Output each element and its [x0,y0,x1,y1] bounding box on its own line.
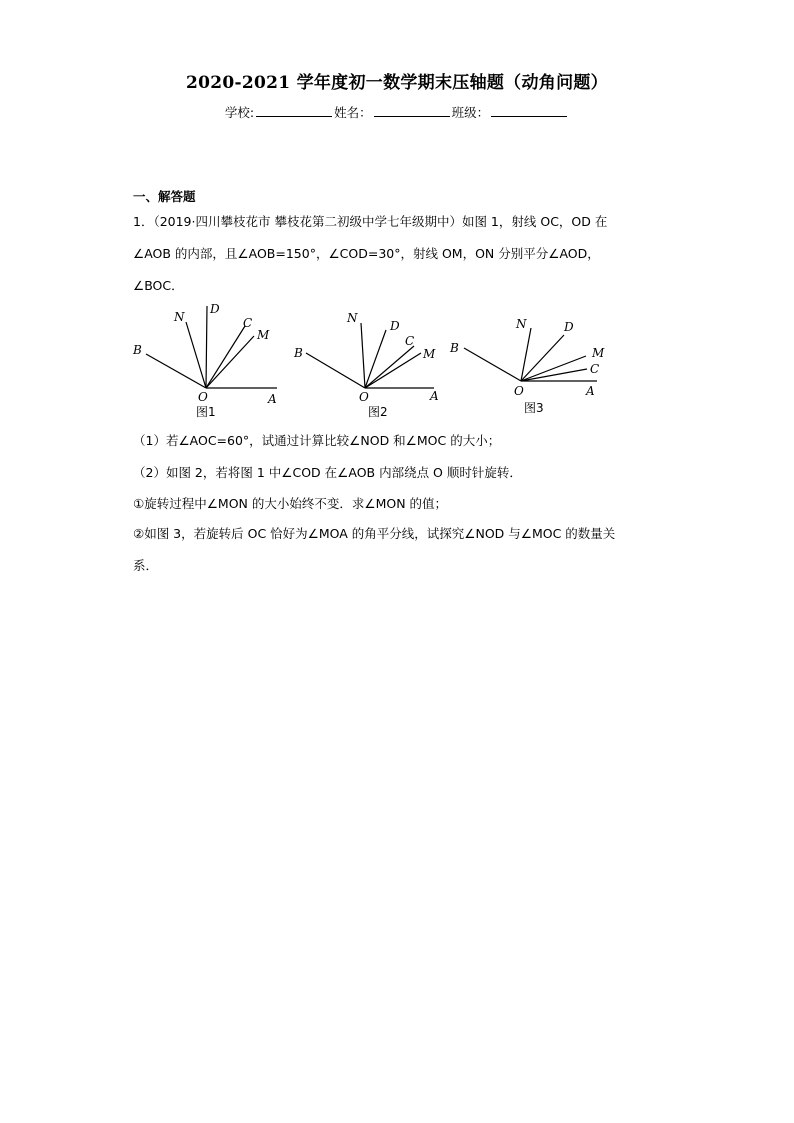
figure-caption: 图1 [196,405,216,419]
question-line-1: 1．（2019·四川攀枝花市 攀枝花第二初级中学七年级期中）如图 1，射线 OC，OD 在 [133,214,608,229]
question-part-1: （1）若∠AOC=60°，试通过计算比较∠NOD 和∠MOC 的大小； [133,433,501,448]
question-part-2: （2）如图 2，若将图 1 中∠COD 在∠AOB 内部绕点 O 顺时针旋转． [133,465,522,480]
figures-row [128,298,605,423]
question-sub-2-line-2: 系． [133,558,159,573]
ray-om [365,353,421,388]
label-m: M [592,346,605,360]
ray-on [361,323,365,388]
ray-om [521,356,586,381]
question-line-3: ∠BOC． [133,278,184,293]
ray-on [521,328,531,381]
ray-ob [464,348,521,381]
label-b: B [133,343,142,357]
section-title: 一、解答题 [133,189,196,204]
class-blank[interactable] [491,104,567,117]
label-c: C [405,334,415,348]
label-n: N [347,311,358,325]
label-a: A [430,389,439,403]
figure-3 [449,317,605,415]
student-info-line [0,103,794,121]
ray-ob [306,353,365,388]
angle-figures [128,298,605,423]
ray-om [206,336,254,388]
label-b: B [294,346,303,360]
figure-2 [293,311,439,419]
class-label: 班级： [451,105,490,120]
label-d: D [210,302,220,316]
question-line-2: ∠AOB 的内部，且∠AOB=150°，∠COD=30°，射线 OM，ON 分别平分∠AOD， [133,246,600,261]
figure-1 [132,302,277,419]
ray-od [206,306,207,388]
ray-oc [206,326,245,388]
figure-caption: 图3 [524,401,544,415]
school-label: 学校: [224,105,255,120]
label-c: C [590,362,600,376]
label-d: D [390,319,400,333]
name-label: 姓名： [334,105,372,120]
label-m: M [257,328,270,342]
label-m: M [423,347,436,361]
question-sub-1: ①旋转过程中∠MON 的大小始终不变．求∠MON 的值； [133,496,448,511]
label-c: C [243,316,253,330]
name-blank[interactable] [374,104,450,117]
label-a: A [586,384,595,398]
label-o: O [359,390,369,404]
label-d: D [564,320,574,334]
page-title: 2020-2021 学年度初一数学期末压轴题（动角问题） [185,73,608,93]
question-sub-2-line-1: ②如图 3，若旋转后 OC 恰好为∠MOA 的角平分线，试探究∠NOD 与∠MOC 的数量关 [133,526,616,541]
label-o: O [198,390,208,404]
label-n: N [516,317,527,331]
label-b: B [450,341,459,355]
figure-caption: 图2 [368,405,388,419]
label-n: N [174,310,185,324]
label-o: O [514,384,524,398]
label-a: A [268,392,277,406]
school-blank[interactable] [256,104,332,117]
